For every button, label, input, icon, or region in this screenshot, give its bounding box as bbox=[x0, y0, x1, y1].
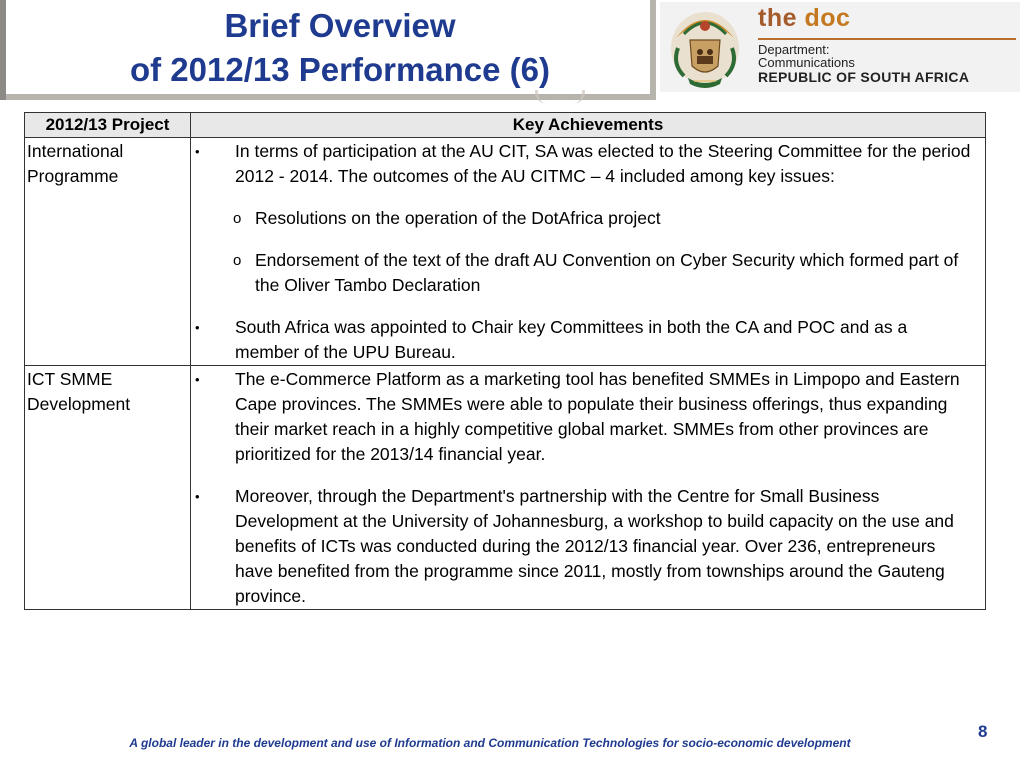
logo-panel bbox=[660, 2, 1020, 92]
list-item-text: The e-Commerce Platform as a marketing tool has benefited SMMEs in Limpopo and Eastern Cape provinces. The SMMEs were able to populate their business offerings, thus expanding their market reach in a highly competitive global market. SMMEs from other provinces are prioritized for the 2013/14 financial year. bbox=[235, 369, 960, 464]
logo-word-the: the bbox=[758, 4, 797, 32]
list-item bbox=[191, 139, 975, 189]
title-band-edge bbox=[0, 0, 6, 100]
header-achievements: Key Achievements bbox=[191, 113, 986, 138]
bullet-marker: • bbox=[195, 320, 200, 335]
achievements-cell bbox=[191, 138, 986, 366]
sub-list-item bbox=[191, 248, 975, 298]
slide-title bbox=[60, 4, 620, 92]
title-line-1: Brief Overview bbox=[224, 7, 456, 44]
list-item bbox=[191, 484, 975, 609]
logo-country: REPUBLIC OF SOUTH AFRICA bbox=[758, 69, 970, 85]
project-cell: International Programme bbox=[25, 138, 191, 366]
list-item bbox=[191, 315, 975, 365]
list-item bbox=[191, 367, 975, 467]
sub-list-item-text: Resolutions on the operation of the DotAfrica project bbox=[255, 208, 661, 228]
sub-list-item bbox=[191, 206, 975, 231]
table-header-row bbox=[25, 113, 986, 138]
project-cell: ICT SMME Development bbox=[25, 366, 191, 610]
sub-bullet-marker: o bbox=[233, 252, 242, 269]
logo-dept-line-2: Communications bbox=[758, 55, 855, 70]
title-line-2: of 2012/13 Performance (6) bbox=[129, 51, 551, 88]
bullet-marker: • bbox=[195, 144, 200, 159]
logo-word-doc: doc bbox=[804, 4, 851, 32]
logo-divider bbox=[758, 38, 1016, 40]
sub-bullet-marker: o bbox=[233, 210, 242, 227]
header-project: 2012/13 Project bbox=[25, 113, 191, 138]
spacer bbox=[191, 467, 975, 484]
decorative-arc bbox=[535, 90, 585, 104]
list-item-text: Moreover, through the Department's partnership with the Centre for Small Business Development at the University of Johannesburg, a workshop to build capacity on the use and benefits of ICTs was conducted during the 2012/13 financial year. Over 236, entrepreneurs have benefited from the programme since 2011, mostly from townships around the Gauteng province. bbox=[235, 486, 954, 606]
page-number: 8 bbox=[978, 722, 988, 741]
bullet-marker: • bbox=[195, 372, 200, 387]
slide-header bbox=[0, 0, 1024, 104]
logo-dept-line-1: Department: bbox=[758, 42, 830, 57]
table-row bbox=[25, 366, 986, 610]
logo-department bbox=[758, 43, 855, 69]
achievements-table bbox=[24, 112, 986, 610]
department-logo bbox=[656, 0, 1024, 94]
sub-list-item-text: Endorsement of the text of the draft AU Convention on Cyber Security which formed part of the Oliver Tambo Declaration bbox=[255, 250, 959, 295]
spacer bbox=[191, 231, 975, 248]
coat-of-arms-icon bbox=[666, 8, 744, 90]
table-row bbox=[25, 138, 986, 366]
bullet-marker: • bbox=[195, 489, 200, 504]
achievements-table-wrap bbox=[24, 112, 986, 610]
logo-wordmark bbox=[758, 4, 850, 33]
slide-footer: A global leader in the development and use of Information and Communication Technologies for socio-economic development bbox=[129, 736, 851, 750]
list-item-text: South Africa was appointed to Chair key Committees in both the CA and POC and as a member of the UPU Bureau. bbox=[235, 317, 908, 362]
achievements-cell bbox=[191, 366, 986, 610]
spacer bbox=[191, 189, 975, 206]
spacer bbox=[191, 298, 975, 315]
list-item-text: In terms of participation at the AU CIT, SA was elected to the Steering Committee for the period 2012 - 2014. The outcomes of the AU CITMC – 4 included among key issues: bbox=[235, 141, 971, 186]
